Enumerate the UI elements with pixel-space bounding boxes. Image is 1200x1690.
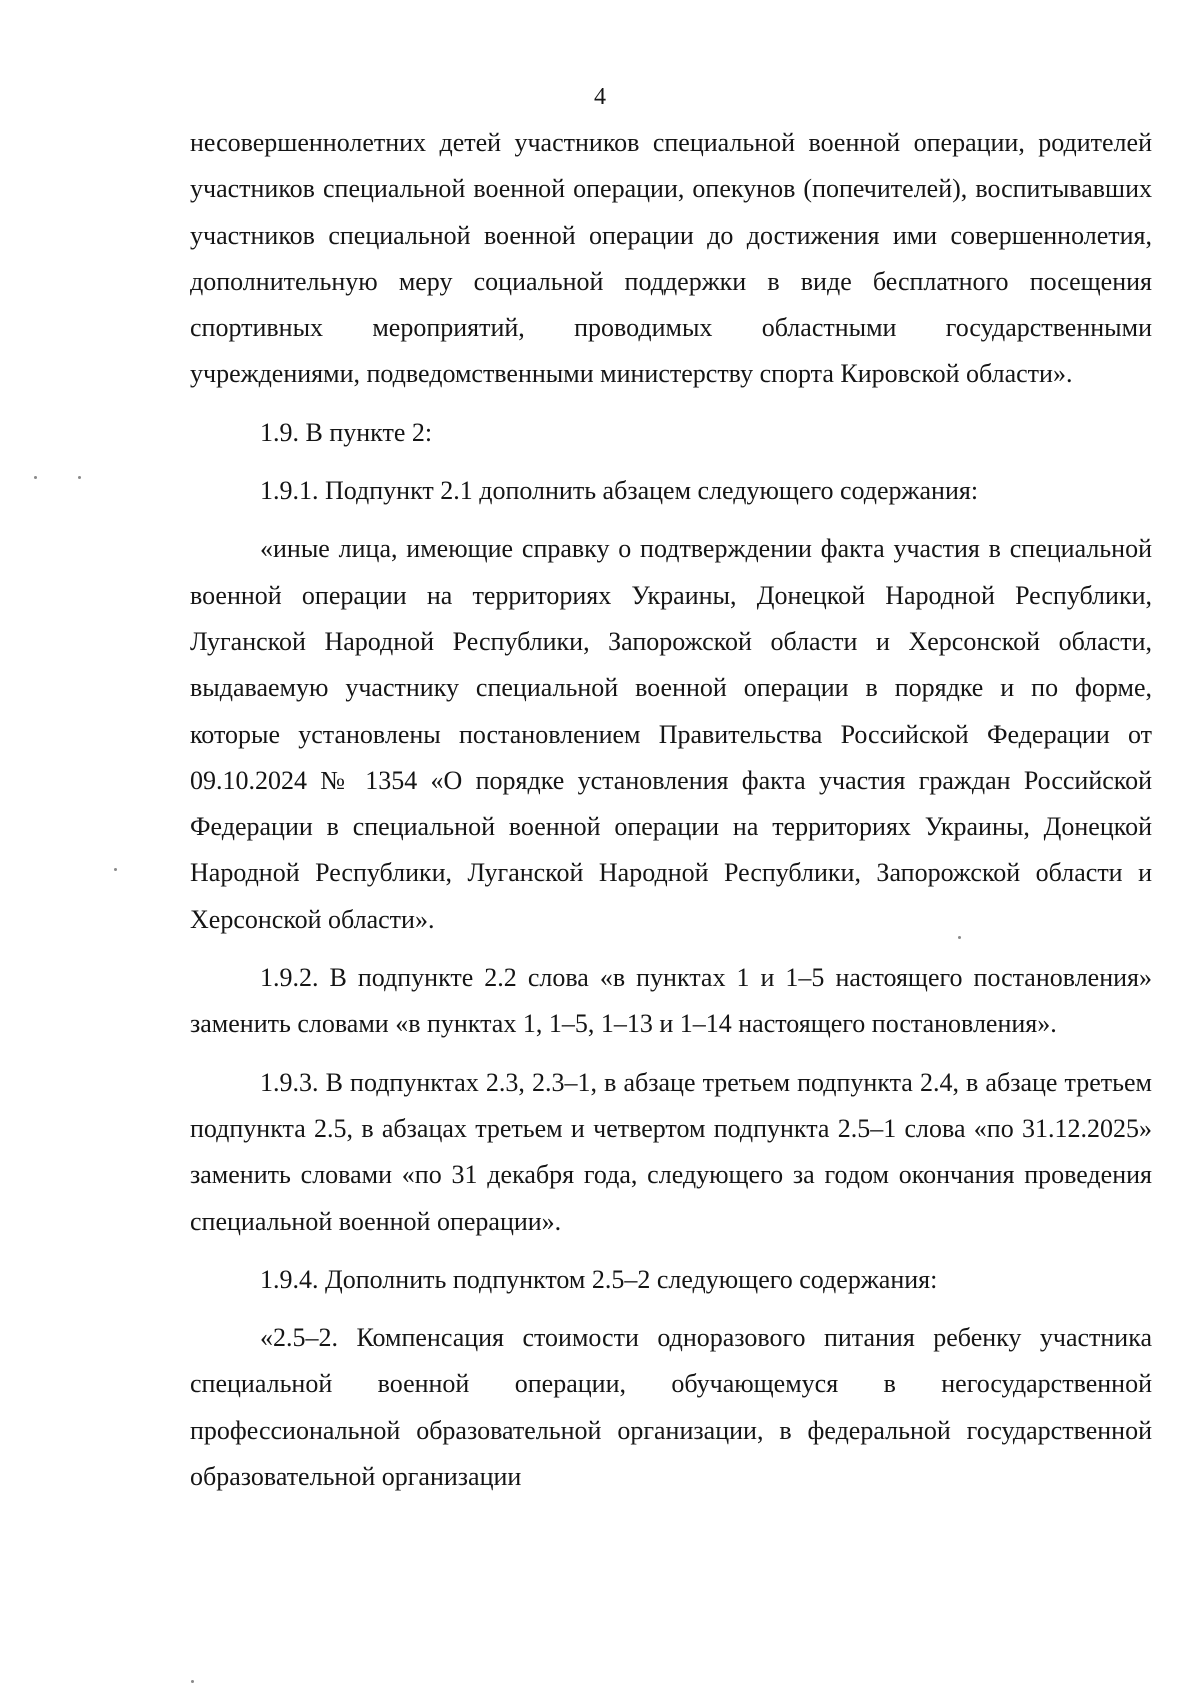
scan-speck bbox=[34, 476, 37, 479]
paragraph-clause-1-9-1: 1.9.1. Подпункт 2.1 дополнить абзацем следующего содержания: bbox=[260, 476, 979, 506]
paragraph-subclause-2-5-2: «2.5–2. Компенсация стоимости одноразового питания ребенку участника специальной военной операции, обучающемуся в негосударственной профессиональной образовательной организации, в федеральной государственной образовательной организации bbox=[190, 1323, 1152, 1492]
document-text bbox=[190, 120, 1152, 1500]
paragraph-clause-1-9-2: 1.9.2. В подпункте 2.2 слова «в пунктах 1 и 1–5 настоящего постановления» заменить словами «в пунктах 1, 1–5, 1–13 и 1–14 настоящего постановления». bbox=[190, 963, 1152, 1039]
paragraph-continuation: несовершеннолетних детей участников специальной военной операции, родителей участников специальной военной операции, опекунов (попечителей), воспитывавших участников специальной военной операции до достижения ими совершеннолетия, дополнительную меру социальной поддержки в виде бесплатного посещения спортивных мероприятий, проводимых областными государственными учреждениями, подведомственными министерству спорта Кировской области». bbox=[190, 128, 1152, 389]
paragraph-clause-1-9-3: 1.9.3. В подпунктах 2.3, 2.3–1, в абзаце третьем подпункта 2.4, в абзаце третьем подпункта 2.5, в абзацах третьем и четвертом подпункта 2.5–1 слова «по 31.12.2025» заменить словами «по 31 декабря года, следующего за годом окончания проведения специальной военной операции». bbox=[190, 1067, 1152, 1236]
paragraph-quoted-addition: «иные лица, имеющие справку о подтверждении факта участия в специальной военной операции на территориях Украины, Донецкой Народной Республики, Луганской Народной Республики, Запорожской области и Херсонской области, выдаваемую участнику специальной военной операции в порядке и по форме, которые установлены постановлением Правительства Российской Федерации от 09.10.2024 № 1354 «О порядке установления факта участия граждан Российской Федерации в специальной военной операции на территориях Украины, Донецкой Народной Республики, Луганской Народной Республики, Запорожской области и Херсонской области». bbox=[190, 534, 1152, 934]
paragraph-clause-1-9: 1.9. В пункте 2: bbox=[260, 417, 433, 447]
page-number: 4 bbox=[594, 84, 606, 110]
scan-speck bbox=[958, 936, 961, 939]
scan-speck bbox=[78, 476, 81, 479]
scan-speck bbox=[191, 1680, 194, 1683]
scan-speck bbox=[114, 868, 117, 871]
paragraph-clause-1-9-4: 1.9.4. Дополнить подпунктом 2.5–2 следующего содержания: bbox=[260, 1264, 938, 1294]
